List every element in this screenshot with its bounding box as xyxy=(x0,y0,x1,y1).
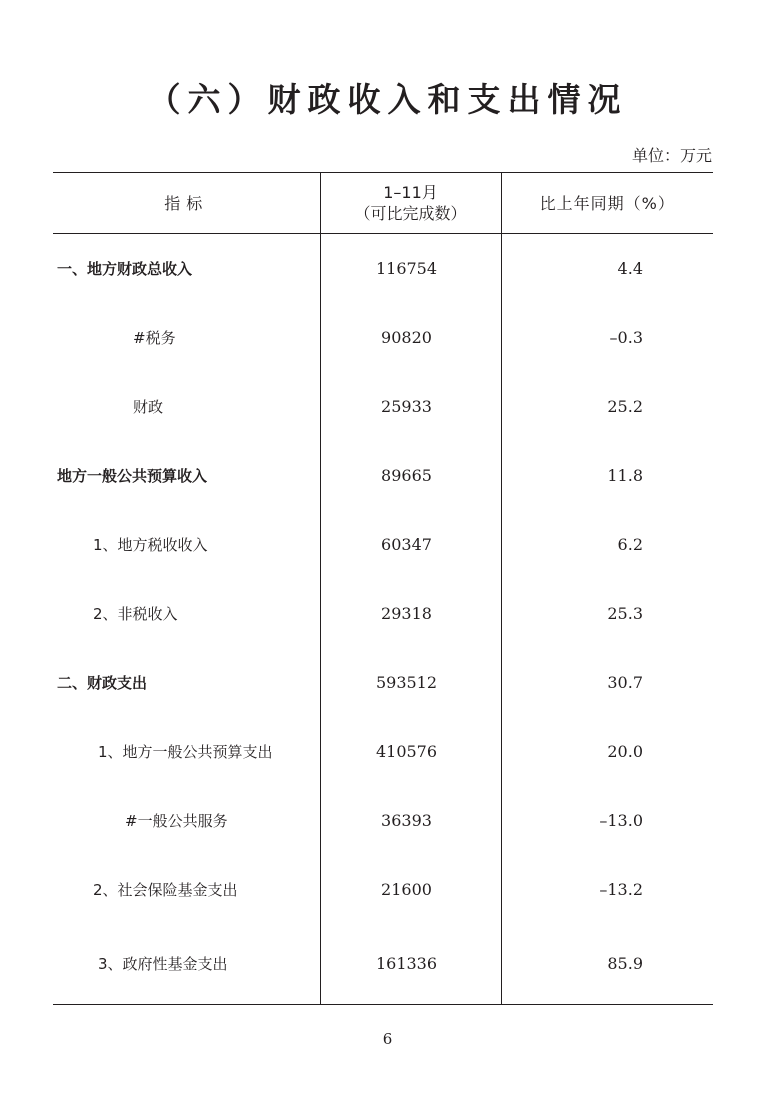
row-label: 二、财政支出 xyxy=(57,673,148,692)
page-title: （六）财政收入和支出情况 xyxy=(147,80,628,119)
row-yoy: –13.0 xyxy=(599,810,643,830)
row-label: 地方一般公共预算收入 xyxy=(57,466,208,485)
table-row xyxy=(53,855,713,924)
row-yoy: 25.3 xyxy=(607,603,643,623)
row-value: 25933 xyxy=(381,396,432,416)
table-row xyxy=(53,579,713,648)
row-yoy: –13.2 xyxy=(599,879,643,899)
table-header-row xyxy=(53,173,713,234)
row-label: 3、政府性基金支出 xyxy=(98,955,228,973)
table-row xyxy=(53,372,713,441)
table-row xyxy=(53,303,713,372)
row-value: 410576 xyxy=(375,741,438,761)
row-yoy: 6.2 xyxy=(617,534,643,554)
row-value: 21600 xyxy=(381,879,432,899)
table-row xyxy=(53,924,713,1005)
row-value: 90820 xyxy=(381,327,432,347)
unit-label: 单位：万元 xyxy=(631,146,712,165)
row-value: 593512 xyxy=(375,672,438,692)
table-row xyxy=(53,717,713,786)
row-label: 2、非税收入 xyxy=(93,604,178,623)
table-row xyxy=(53,786,713,855)
table-row xyxy=(53,510,713,579)
row-value: 29318 xyxy=(381,603,432,623)
row-value: 89665 xyxy=(381,465,432,485)
row-label: 1、地方税收收入 xyxy=(93,535,208,554)
table-row xyxy=(53,441,713,510)
row-label: 1、地方一般公共预算支出 xyxy=(98,742,273,761)
row-yoy: –0.3 xyxy=(609,327,643,347)
header-period-line2: （可比完成数） xyxy=(354,204,467,223)
row-yoy: 25.2 xyxy=(607,396,643,416)
row-label: #一般公共服务 xyxy=(125,811,228,830)
row-label: #税务 xyxy=(133,328,176,347)
row-label: 2、社会保险基金支出 xyxy=(93,880,238,899)
page-number: 6 xyxy=(382,1030,393,1048)
row-value: 36393 xyxy=(381,810,432,830)
header-yoy: 比上年同期（%） xyxy=(501,173,713,234)
header-indicator: 指标 xyxy=(53,173,320,234)
row-yoy: 20.0 xyxy=(607,741,643,761)
row-value: 161336 xyxy=(375,954,438,973)
row-yoy: 4.4 xyxy=(617,258,643,278)
row-value: 116754 xyxy=(375,258,438,278)
row-yoy: 85.9 xyxy=(607,954,643,973)
row-value: 60347 xyxy=(381,534,432,554)
finance-table xyxy=(53,172,713,1005)
row-yoy: 11.8 xyxy=(607,465,643,485)
table-row xyxy=(53,234,713,303)
row-label: 财政 xyxy=(133,397,164,416)
row-label: 一、地方财政总收入 xyxy=(57,259,193,278)
row-yoy: 30.7 xyxy=(607,672,643,692)
header-period xyxy=(320,173,501,234)
header-period-line1: 1–11月 xyxy=(383,183,438,202)
table-row xyxy=(53,648,713,717)
